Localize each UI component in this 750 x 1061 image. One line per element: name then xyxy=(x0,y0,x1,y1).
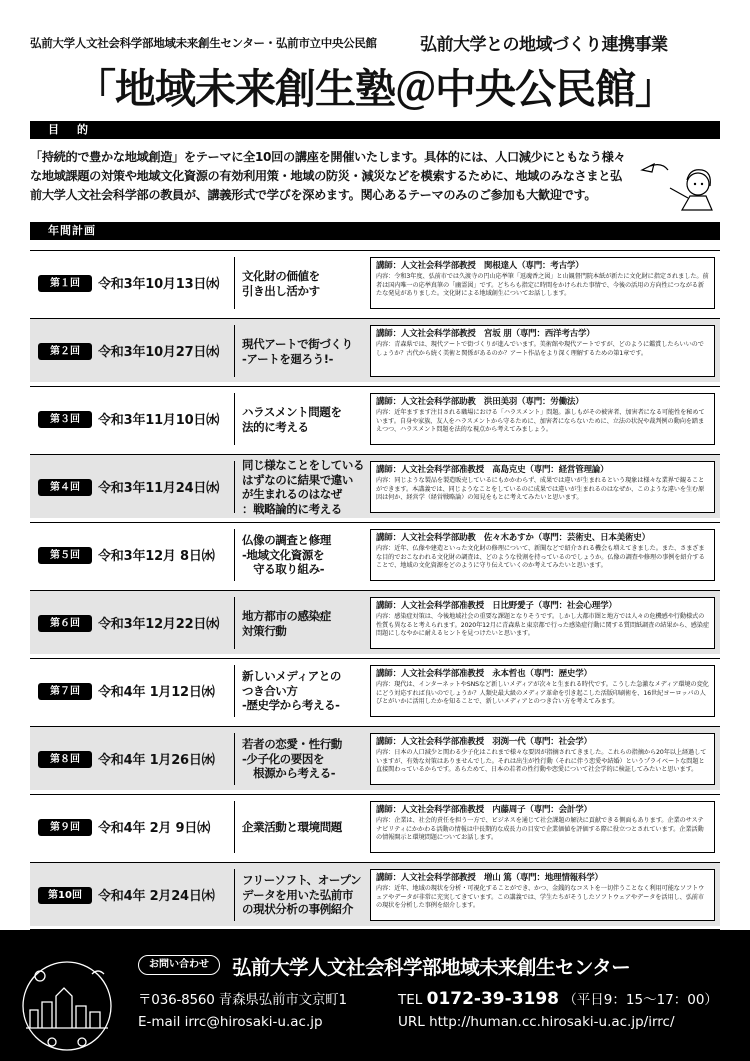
divider xyxy=(234,461,235,513)
divider xyxy=(234,597,235,649)
session-row-1 xyxy=(30,250,720,314)
session-lecturer: 講師：人文社会科学部准教授 内藤周子（専門：会計学） xyxy=(376,805,592,815)
session-description: 内容：日本の人口減少と関わる少子化はこれまで様々な要因が指摘されてきました。これらの指摘から20年以上経過していますが、有効な対策はありませんでした。それは出生が性行動（それに伴う恋愛や結婚）というプライベートな問題と直接関わっているからです。あらためて、日本の若者の性行動や恋愛について社会学的に検証してみたいと思います。 xyxy=(376,749,707,774)
session-detail xyxy=(370,597,715,649)
session-title-line: ：戦略論的に考える xyxy=(242,501,342,516)
session-description: 内容：令和3年度、弘前市では久渡寺の円山応挙筆「返魂香之図」と山観督門院本紙が新たに文化財に指定されました。前者は国内唯一の応挙真筆の「幽霊図」です。どちらも指定に時間をかけられた事情で、今後の活用の方向性につながる新たな発見がありました。文化財による地域創生についてお話しします。 xyxy=(376,273,709,298)
session-title-line: が生まれるのはなぜ xyxy=(242,487,342,501)
session-row-10 xyxy=(30,862,720,926)
session-lecturer: 講師：人文社会科学部教授 増山 篤（専門：地理情報科学） xyxy=(376,873,603,883)
session-description: 内容：青森県では、現代アートで街づくりが進んでいます。美術館や現代アートですが、どのように鑑賞したらいいのでしょうか？古代から続く美術と関係があるのか？アート作品をより深く理解するための第1章です。 xyxy=(376,341,704,357)
session-title xyxy=(242,820,370,835)
session-description: 内容：近年、仏像や建造といった文化財の修理について、新聞などで紹介される機会も増えてきました。また、さまざまな目的でおこなわれる文化財の調査は、どのような役割を持っているのでしょうか。仏像の調査や修理の事例を紹介することで、地域の文化資源をどのように守り伝えていくのか考えてみたいと思います。 xyxy=(376,545,705,570)
session-date: 令和4年 1月26日㈬ xyxy=(98,753,215,768)
session-date: 令和3年12月22日㈬ xyxy=(98,617,220,632)
session-title-line: 若者の恋愛・性行動 xyxy=(242,737,342,751)
session-title-line: つき合い方 xyxy=(242,683,298,698)
session-number: 第８回 xyxy=(38,751,92,768)
session-title-line: ハラスメント問題を xyxy=(242,405,342,419)
session-title xyxy=(242,609,370,638)
session-date: 令和3年11月10日㈬ xyxy=(98,413,220,428)
session-lecturer: 講師：人文社会科学部准教授 永本哲也（専門：歴史学） xyxy=(376,669,592,679)
session-lecturer: 講師：人文社会科学部准教授 髙島克史（専門：経営管理論） xyxy=(376,465,609,475)
session-title-line: 企業活動と環境問題 xyxy=(242,820,342,834)
session-title-line: -アートを廻ろう!- xyxy=(242,351,333,366)
divider xyxy=(234,665,235,717)
session-title-line: はずなのに結果で違い xyxy=(242,472,353,487)
session-title-line: -少子化の要因を xyxy=(242,751,325,766)
inquiry-label: お問い合わせ xyxy=(138,955,220,975)
session-title-line: 文化財の価値を xyxy=(242,269,320,283)
page-title: 「地域未来創生塾＠中央公民館」 xyxy=(75,65,675,113)
session-title-line: フリーソフト、オープン xyxy=(242,873,362,887)
session-date: 令和3年10月13日㈬ xyxy=(98,277,220,292)
office-hours: （平日9：15～17：00） xyxy=(563,992,718,1008)
session-number: 第５回 xyxy=(38,547,92,564)
contact-center-name: 弘前大学人文社会科学部地域未来創生センター xyxy=(232,956,631,979)
divider xyxy=(234,257,235,309)
contact-url[interactable]: URL http://human.cc.hirosaki-u.ac.jp/irrc/ xyxy=(398,1014,675,1030)
divider xyxy=(234,801,235,853)
session-title xyxy=(242,337,370,366)
session-lecturer: 講師：人文社会科学部教授 宮坂 朋（専門：西洋考古学） xyxy=(376,329,595,339)
session-description: 内容：現代は、インターネットやSNSなど新しいメディアが次々と生まれる時代です。こうした急激なメディア環境の変化にどう対応すれば良いのでしょうか？人類史最大級のメディア革命を引き起こした活版印刷術を、16世紀ヨーロッパの人びとがいかに活用したかを知ることで、新しいメディアとのつき合い方を考えてみます。 xyxy=(376,681,709,706)
session-title-line: -地域文化資源を xyxy=(242,547,325,562)
divider xyxy=(234,869,235,921)
session-lecturer: 講師：人文社会科学部教授 関根達人（専門：考古学） xyxy=(376,261,584,271)
purpose-heading: 目的 xyxy=(30,121,720,139)
session-number: 第４回 xyxy=(38,479,92,496)
session-title-line: の現状分析の事例紹介 xyxy=(242,902,353,916)
session-title-line: 地方都市の感染症 xyxy=(242,609,331,623)
session-description: 内容：同じような製品を製造販売しているにもかかわらず、成果では違いが生まれるという現象は様々な業界で観ることができます。本講義では、同じようなことをしているのに成果では違いが生まれるのはなぜか、このような違いを生む原因は何か、経営学（経営戦略論）の知見をもとに考えてみたいと思います。 xyxy=(376,477,705,502)
session-title xyxy=(242,458,370,516)
session-number: 第３回 xyxy=(38,411,92,428)
session-description: 内容：企業は、社会的責任を担う一方で、ビジネスを通じて社会課題の解決に貢献できる側面もあります。企業のサステナビリティにかかわる活動の情報は中長期的な成長力の目安で企業価値を評価する際に役立つとされています。企業活動の情報開示と環境問題についてお話します。 xyxy=(376,817,704,842)
session-lecturer: 講師：人文社会科学部助教 佐々木あすか（専門：芸術史、日本美術史） xyxy=(376,533,650,543)
plan-heading: 年間計画 xyxy=(30,222,720,240)
session-title-line: 法的に考える xyxy=(242,419,309,434)
session-detail xyxy=(370,257,715,309)
session-title-line: 現代アートで街づくり xyxy=(242,337,353,351)
contact-email[interactable]: E-mail irrc@hirosaki-u.ac.jp xyxy=(138,1014,323,1030)
session-list xyxy=(30,240,720,930)
session-date: 令和4年 2月 9日㈬ xyxy=(98,821,210,836)
session-date: 令和3年10月27日㈬ xyxy=(98,345,220,360)
session-title xyxy=(242,873,370,917)
session-number: 第２回 xyxy=(38,343,92,360)
session-title-line: 同じ様なことをしている xyxy=(242,458,365,472)
session-title xyxy=(242,533,370,577)
session-title-line: 引き出し活かす xyxy=(242,283,320,298)
session-description: 内容：感染症対策は、今後地域社会の重要な課題となりそうです。しかし大都市圏と地方では人々の危機感や行動様式の性質も異なると考えられます。2020年12月に青森県と東京都で行った感染症行動に関する質問紙調査の結果から、感染症問題にしなやかに耐えるヒントを見つけたいと思います。 xyxy=(376,613,709,638)
purpose-text: 「持続的で豊かな地域創造」をテーマに全10回の講座を開催いたします。具体的には、人口減少にともなう様々な地域課題の対策や地域文化資源の有効利用策・地域の防災・減災などを模索するために、地域のみなさまと弘前大学人文社会科学部の教員が、講義形式で学びを深めます。関心あるテーマのみのご参加も大歓迎です。 xyxy=(30,150,626,202)
session-row-8 xyxy=(30,726,720,790)
session-row-5 xyxy=(30,522,720,586)
session-number: 第９回 xyxy=(38,819,92,836)
session-row-3 xyxy=(30,386,720,450)
session-lecturer: 講師：人文社会科学部助教 洪田美羽（専門：労働法） xyxy=(376,397,584,407)
header-organizers: 弘前大学人文社会科学部地域未来創生センター・弘前市立中央公民館 xyxy=(30,36,377,50)
session-date: 令和3年12月 8日㈬ xyxy=(98,549,215,564)
contact-tel xyxy=(398,988,718,1009)
session-number: 第７回 xyxy=(38,683,92,700)
session-title-line: 仏像の調査と修理 xyxy=(242,533,331,547)
session-detail xyxy=(370,869,715,921)
session-number: 第６回 xyxy=(38,615,92,632)
tel-number[interactable]: 0172-39-3198 xyxy=(426,989,560,1009)
session-date: 令和4年 2月24日㈭ xyxy=(98,889,215,904)
session-number: 第10回 xyxy=(38,887,92,904)
tel-label: TEL xyxy=(398,992,423,1008)
session-title xyxy=(242,269,370,298)
header-project: 弘前大学との地域づくり連携事業 xyxy=(420,35,668,55)
divider xyxy=(234,529,235,581)
session-detail xyxy=(370,733,715,785)
session-title-line: 新しいメディアとの xyxy=(242,669,341,683)
session-row-4 xyxy=(30,454,720,518)
girl-illustration-icon xyxy=(640,160,720,220)
city-illustration-icon xyxy=(12,948,122,1058)
session-lecturer: 講師：人文社会科学部准教授 羽渕一代（専門：社会学） xyxy=(376,737,592,747)
session-detail xyxy=(370,325,715,377)
session-title xyxy=(242,405,370,434)
session-row-6 xyxy=(30,590,720,654)
contact-footer xyxy=(0,930,750,1061)
session-title-line: 対策行動 xyxy=(242,623,287,638)
session-title-line: -歴史学から考える- xyxy=(242,698,340,712)
session-row-9 xyxy=(30,794,720,858)
divider xyxy=(234,733,235,785)
session-lecturer: 講師：人文社会科学部准教授 日比野愛子（専門：社会心理学） xyxy=(376,601,617,611)
session-description: 内容：近年、地域の現状を分析・可視化することができ、かつ、金銭的なコストを一切伴うことなく利用可能なソフトウェアやデータが非常に充実してきています。この講義では、学生たちがそうしたソフトウェアやデータを活用し、弘前市の現状を分析した事例を紹介します。 xyxy=(376,885,705,910)
session-date: 令和4年 1月12日㈬ xyxy=(98,685,215,700)
contact-address: 〒036-8560 青森県弘前市文京町1 xyxy=(138,992,347,1008)
session-description: 内容：近年ますます注目される職場における「ハラスメント」問題。誰しもがその被害者、加害者になる可能性を秘めています。自身や家族、友人をハラスメントから守るために、加害者にならないために、立法の状況や裁判例の動向を踏まえつつ、ハラスメント問題を法的な視点から考えてみましょう。 xyxy=(376,409,705,434)
divider xyxy=(234,325,235,377)
session-title-line: データを用いた弘前市 xyxy=(242,887,353,902)
session-detail xyxy=(370,801,715,853)
session-detail xyxy=(370,529,715,581)
session-title xyxy=(242,669,370,713)
session-detail xyxy=(370,461,715,513)
session-title-line: 守る取り組み- xyxy=(242,562,325,576)
session-number: 第１回 xyxy=(38,275,92,292)
session-title-line: 根源から考える- xyxy=(242,766,336,780)
session-detail xyxy=(370,393,715,445)
divider xyxy=(234,393,235,445)
session-row-7 xyxy=(30,658,720,722)
session-detail xyxy=(370,665,715,717)
session-title xyxy=(242,737,370,781)
session-row-2 xyxy=(30,318,720,382)
session-date: 令和3年11月24日㈬ xyxy=(98,481,220,496)
